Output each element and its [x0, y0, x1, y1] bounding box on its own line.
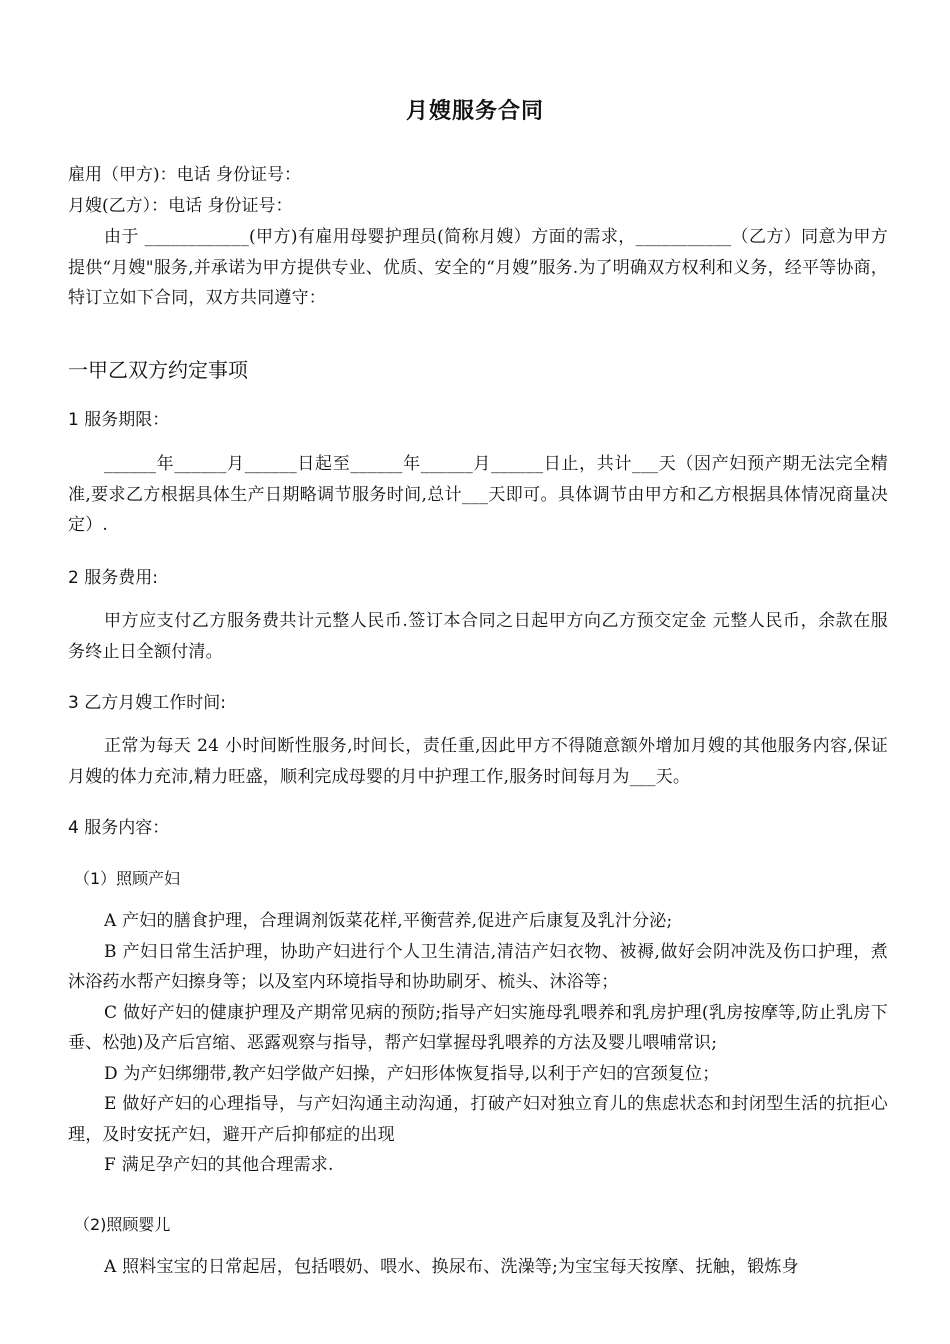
nanny-line: 月嫂(乙方）：电话 身份证号： [68, 196, 293, 216]
document-title: 月嫂服务合同 [405, 99, 544, 124]
list-item: A 产妇的膳食护理，合理调剂饭菜花样,平衡营养,促进产后康复及乳汁分泌; [104, 911, 673, 931]
list-item: A 照料宝宝的日常起居，包括喂奶、喂水、换尿布、洗澡等;为宝宝每天按摩、抚触，锻炼身 [104, 1257, 799, 1277]
section-heading-agreement: 一甲乙双方约定事项 [68, 358, 248, 382]
mother-care-list [68, 906, 888, 1181]
term-paragraph: ______年______月______日起至______年______月______日止，共计___天（因产妇预产期无法完全精准,要求乙方根据具体生产日期略调节服务时间,总计___天即可。具体调节由甲方和乙方根据具体情况商量决定）. [68, 454, 888, 535]
term-heading: 1 服务期限： [68, 410, 170, 430]
baby-care-heading: （2)照顾婴儿 [74, 1215, 171, 1234]
list-item: D 为产妇绑绷带,教产妇学做产妇操，产妇形体恢复指导,以利于产妇的宫颈复位； [104, 1063, 720, 1084]
list-item: C 做好产妇的健康护理及产期常见病的预防;指导产妇实施母乳喂养和乳房护理(乳房按摩等,防止乳房下垂、松弛)及产后宫缩、恶露观察与指导，帮产妇掌握母乳喂养的方法及婴儿喂哺常识; [68, 1002, 888, 1053]
mother-care-heading: （1）照顾产妇 [74, 869, 181, 888]
list-item: F 满足孕产妇的其他合理需求. [104, 1155, 334, 1175]
fee-heading: 2 服务费用: [68, 568, 158, 588]
intro-paragraph: 由于 ____________(甲方)有雇用母婴护理员(简称月嫂）方面的需求，___________（乙方）同意为甲方提供“月嫂"服务,并承诺为甲方提供专业、优质、安全的“月嫂”服务.为了明确双方权利和义务，经平等协商，特订立如下合同，双方共同遵守： [68, 227, 888, 308]
hours-paragraph: 正常为每天 24 小时间断性服务,时间长，责任重,因此甲方不得随意额外增加月嫂的其他服务内容,保证月嫂的体力充沛,精力旺盛，顺利完成母婴的月中护理工作,服务时间每月为___天。 [68, 736, 888, 787]
hours-heading: 3 乙方月嫂工作时间: [68, 693, 226, 713]
baby-care-list [68, 1252, 888, 1283]
fee-paragraph: 甲方应支付乙方服务费共计元整人民币.签订本合同之日起甲方向乙方预交定金 元整人民币，余款在服务终止日全额付清。 [68, 611, 888, 662]
employer-line: 雇用（甲方)：电话 身份证号： [68, 165, 302, 185]
list-item: E 做好产妇的心理指导，与产妇沟通主动沟通，打破产妇对独立育儿的焦虑状态和封闭型生活的抗拒心理，及时安抚产妇，避开产后抑郁症的出现 [68, 1094, 888, 1145]
content-heading: 4 服务内容： [68, 818, 170, 838]
list-item: B 产妇日常生活护理，协助产妇进行个人卫生清洁,清洁产妇衣物、被褥,做好会阴冲洗及伤口护理，煮沐浴药水帮产妇擦身等；以及室内环境指导和协助刷牙、梳头、沐浴等； [68, 941, 888, 992]
